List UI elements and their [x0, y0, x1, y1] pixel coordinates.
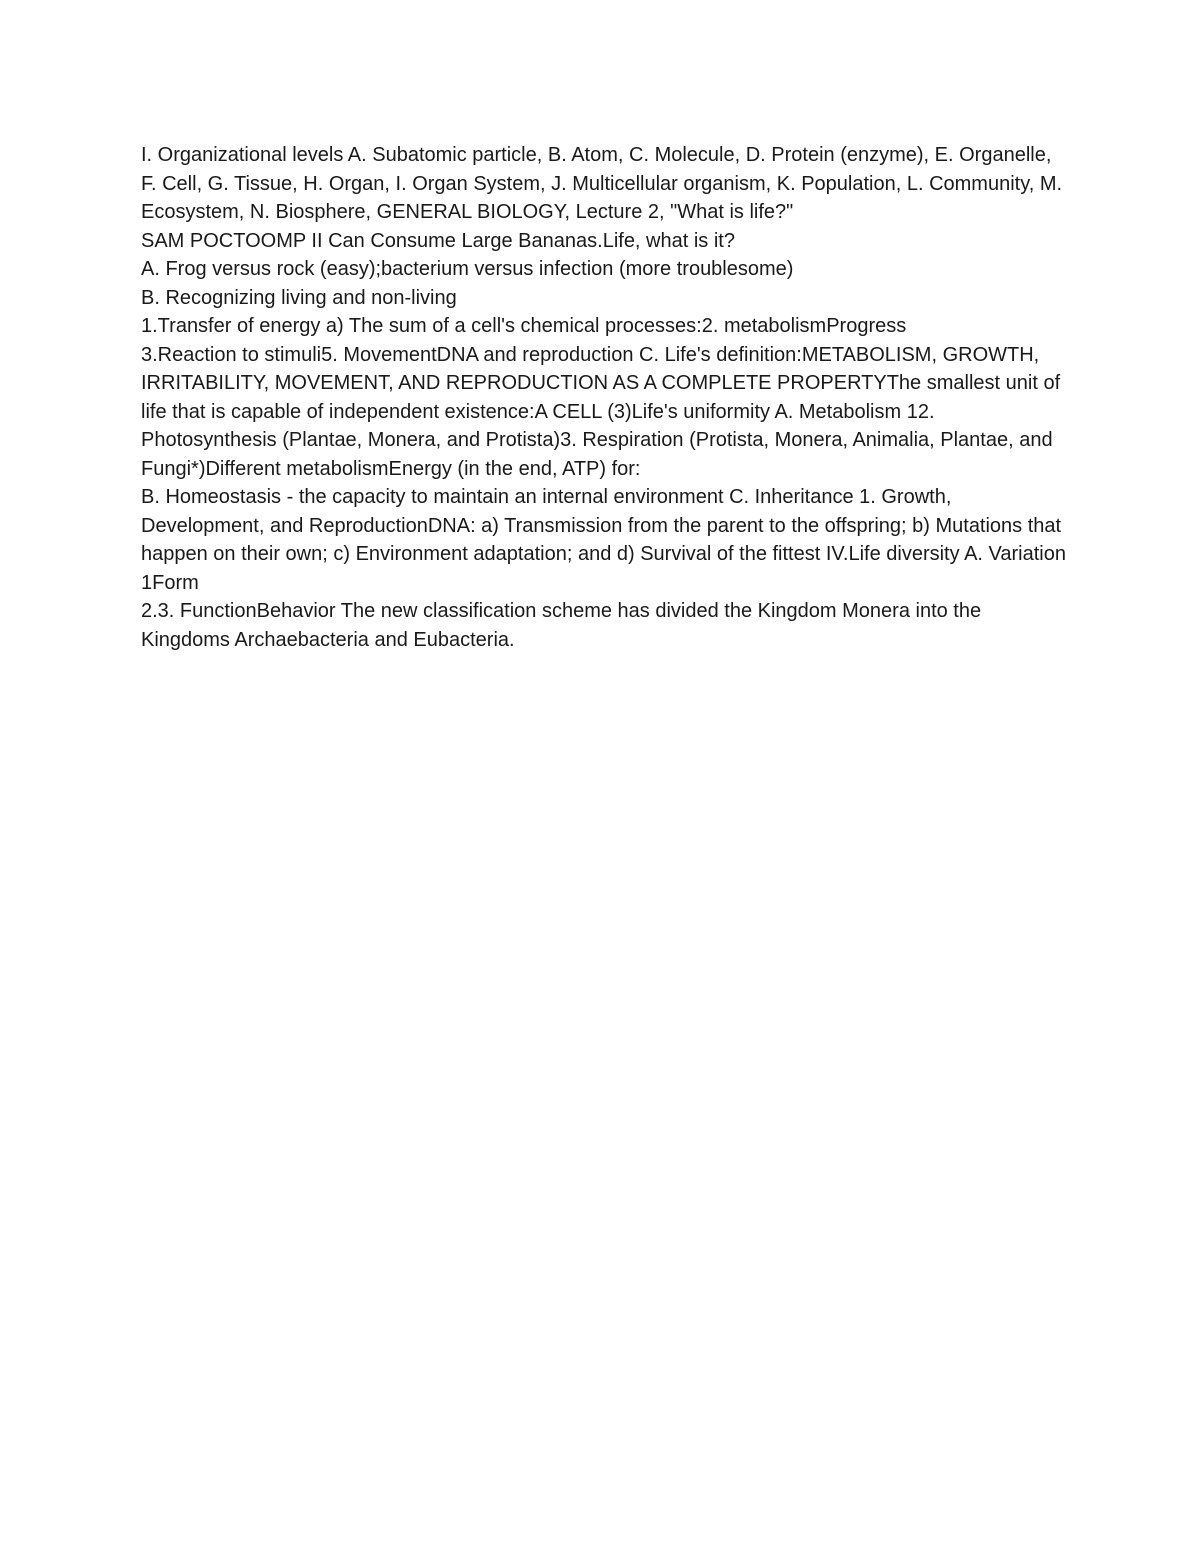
paragraph-organizational-levels: I. Organizational levels A. Subatomic particle, B. Atom, C. Molecule, D. Protein (enzyme), E. Organelle, F. Cell, G. Tissue, H. Organ, I. Organ System, J. Multicellular organism, K. Population, L. Community, M. Ecosystem, N. Biosphere, GENERAL BIOLOGY, Lecture 2, "What is life?"	[141, 144, 1063, 223]
paragraph-recognizing-living: B. Recognizing living and non-living	[141, 286, 457, 309]
paragraph-transfer-of-energy: 1.Transfer of energy a) The sum of a cell's chemical processes:2. metabolismProgress	[141, 315, 907, 337]
paragraph-life-definition: 3.Reaction to stimuli5. MovementDNA and reproduction C. Life's definition:METABOLISM, GROWTH, IRRITABILITY, MOVEMENT, AND REPRODUCTION AS A COMPLETE PROPERTYThe smallest unit of life that is capable of independent existence:A CELL (3)Life's uniformity A. Metabolism 12. Photosynthesis (Plantae, Monera, and Protista)3. Respiration (Protista, Monera, Animalia, Plantae, and Fungi*)Different metabolismEnergy (in the end, ATP) for:	[141, 343, 1061, 480]
paragraph-frog-versus-rock: A. Frog versus rock (easy);bacterium versus infection (more troublesome)	[141, 258, 794, 280]
paragraph-classification: 2.3. FunctionBehavior The new classification scheme has divided the Kingdom Monera into the Kingdoms Archaebacteria and Eubacteria.	[141, 600, 982, 651]
document-body	[141, 141, 1066, 654]
paragraph-homeostasis: B. Homeostasis - the capacity to maintain an internal environment C. Inheritance 1. Growth, Development, and ReproductionDNA: a) Transmission from the parent to the offspring; b) Mutations that happen on their own; c) Environment adaptation; and d) Survival of the fittest IV.Life diversity A. Variation 1Form	[141, 486, 1066, 594]
paragraph-mnemonic: SAM POCTOOMP II Can Consume Large Bananas.Life, what is it?	[141, 229, 735, 252]
